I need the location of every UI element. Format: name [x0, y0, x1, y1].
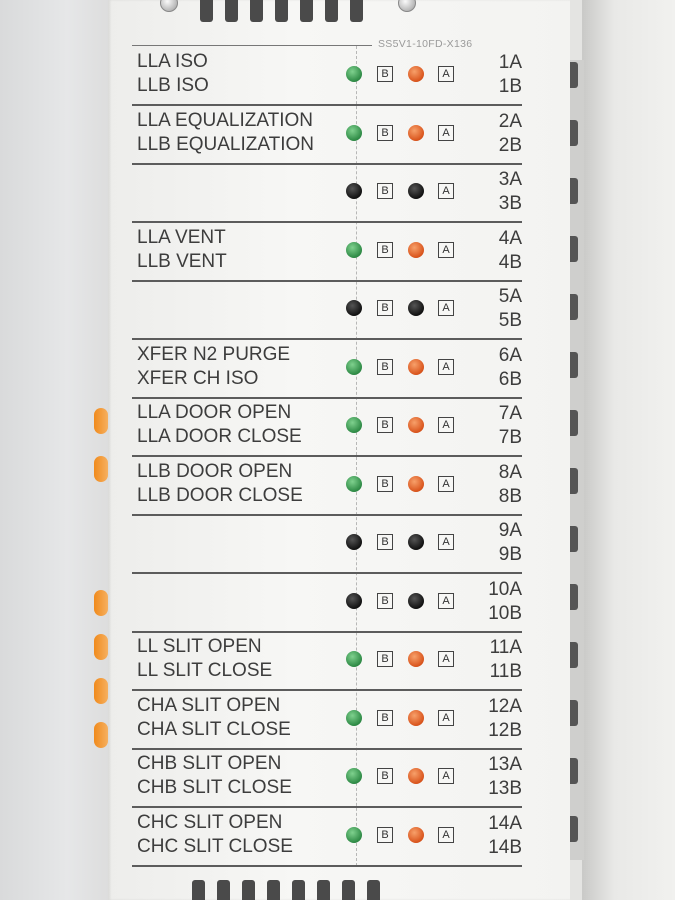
led-a-icon: [408, 300, 424, 316]
led-b-icon: [346, 593, 362, 609]
letter-b-box: B: [377, 651, 393, 667]
channel-row: [132, 280, 522, 340]
vent-slot: [250, 0, 263, 22]
led-a-icon: [408, 125, 424, 141]
letter-b-box: B: [377, 300, 393, 316]
vent-slot: [350, 0, 363, 22]
letter-a-box: A: [438, 534, 454, 550]
vent-slot: [242, 880, 255, 900]
led-a-icon: [408, 593, 424, 609]
label-line-2: LLA DOOR CLOSE: [137, 426, 302, 447]
background-left: [0, 0, 112, 900]
letter-a-box: A: [438, 476, 454, 492]
vent-slot: [200, 0, 213, 22]
channel-row: [132, 807, 522, 867]
orange-clip: [94, 456, 108, 482]
channel-row: [132, 222, 522, 282]
led-b-icon: [346, 534, 362, 550]
channel-number-b: 9B: [498, 544, 522, 565]
orange-clip: [94, 722, 108, 748]
letter-b-box: B: [377, 710, 393, 726]
led-b-icon: [346, 710, 362, 726]
channel-number-b: 8B: [498, 485, 522, 507]
led-a-icon: [408, 417, 424, 433]
led-b-icon: [346, 417, 362, 433]
letter-a-box: A: [438, 183, 454, 199]
channel-number-b: 11B: [489, 661, 522, 682]
channel-number-a: 13A: [488, 754, 522, 775]
label-line-1: CHB SLIT OPEN: [137, 753, 282, 774]
orange-clip: [94, 408, 108, 434]
letter-a-box: A: [438, 827, 454, 843]
label-line-1: XFER N2 PURGE: [137, 343, 291, 365]
letter-a-box: A: [438, 359, 454, 375]
letter-b-box: B: [377, 768, 393, 784]
led-b-icon: [346, 768, 362, 784]
channel-row: [132, 339, 522, 399]
channel-number-b: 3B: [498, 193, 522, 214]
led-b-icon: [346, 125, 362, 141]
label-line-2: LLB DOOR CLOSE: [137, 484, 303, 506]
channel-number-a: 4A: [498, 227, 522, 249]
led-b-icon: [346, 66, 362, 82]
led-b-icon: [346, 359, 362, 375]
orange-clip: [94, 678, 108, 704]
channel-number-a: 1A: [498, 52, 522, 73]
vent-slot: [225, 0, 238, 22]
letter-b-box: B: [377, 827, 393, 843]
vent-slot: [367, 880, 380, 900]
channel-number-b: 10B: [488, 602, 522, 624]
label-line-2: LLB VENT: [137, 250, 227, 272]
channel-number-a: 6A: [498, 344, 522, 366]
letter-a-box: A: [438, 66, 454, 82]
channel-number-b: 14B: [488, 836, 522, 858]
channel-number-a: 3A: [498, 169, 522, 190]
led-a-icon: [408, 768, 424, 784]
channel-number-a: 5A: [498, 286, 522, 307]
letter-b-box: B: [377, 593, 393, 609]
channel-row: [132, 514, 522, 574]
channel-row: [132, 397, 522, 457]
model-code: SS5V1-10FD-X136: [378, 38, 473, 50]
channel-number-a: 10A: [488, 578, 522, 600]
label-line-2: CHA SLIT CLOSE: [137, 718, 291, 740]
letter-a-box: A: [438, 768, 454, 784]
vent-slot: [325, 0, 338, 22]
letter-a-box: A: [438, 417, 454, 433]
letter-a-box: A: [438, 593, 454, 609]
channel-number-b: 12B: [488, 719, 522, 741]
label-line-2: CHB SLIT CLOSE: [137, 777, 292, 798]
background-right: [582, 0, 675, 900]
channel-number-a: 7A: [498, 403, 522, 424]
led-a-icon: [408, 183, 424, 199]
channel-number-b: 2B: [498, 134, 522, 156]
label-line-2: XFER CH ISO: [137, 367, 259, 389]
vent-slot: [192, 880, 205, 900]
channel-number-b: 4B: [498, 251, 522, 273]
led-b-icon: [346, 827, 362, 843]
letter-b-box: B: [377, 66, 393, 82]
letter-b-box: B: [377, 417, 393, 433]
label-line-2: CHC SLIT CLOSE: [137, 835, 293, 857]
letter-a-box: A: [438, 125, 454, 141]
label-line-1: LL SLIT OPEN: [137, 636, 262, 657]
label-line-2: LLB EQUALIZATION: [137, 133, 315, 155]
channel-number-a: 11A: [489, 637, 522, 658]
channel-row: [132, 631, 522, 691]
channel-number-a: 12A: [488, 695, 522, 717]
label-line-2: LL SLIT CLOSE: [137, 660, 273, 681]
label-line-1: LLA EQUALIZATION: [137, 109, 313, 131]
vent-slot: [342, 880, 355, 900]
led-a-icon: [408, 476, 424, 492]
led-b-icon: [346, 242, 362, 258]
channel-row: [132, 105, 522, 165]
channel-number-a: 14A: [488, 812, 522, 834]
label-line-2: LLB ISO: [137, 75, 209, 96]
channel-row: [132, 456, 522, 516]
led-a-icon: [408, 66, 424, 82]
led-a-icon: [408, 359, 424, 375]
channel-row: [132, 748, 522, 808]
letter-a-box: A: [438, 710, 454, 726]
label-line-1: CHA SLIT OPEN: [137, 694, 281, 716]
channel-number-b: 7B: [498, 427, 522, 448]
letter-b-box: B: [377, 359, 393, 375]
channel-number-b: 5B: [498, 310, 522, 331]
letter-a-box: A: [438, 242, 454, 258]
channel-number-a: 8A: [498, 461, 522, 483]
channel-number-a: 9A: [498, 520, 522, 541]
led-a-icon: [408, 710, 424, 726]
led-b-icon: [346, 183, 362, 199]
label-line-1: LLA ISO: [137, 51, 208, 72]
letter-a-box: A: [438, 300, 454, 316]
led-a-icon: [408, 242, 424, 258]
vent-slot: [217, 880, 230, 900]
letter-b-box: B: [377, 534, 393, 550]
vent-slot: [292, 880, 305, 900]
channel-row: [132, 163, 522, 223]
led-a-icon: [408, 827, 424, 843]
led-b-icon: [346, 476, 362, 492]
letter-b-box: B: [377, 183, 393, 199]
letter-a-box: A: [438, 651, 454, 667]
letter-b-box: B: [377, 125, 393, 141]
led-a-icon: [408, 534, 424, 550]
channel-row: [132, 690, 522, 750]
vent-slot: [275, 0, 288, 22]
channel-row: [132, 573, 522, 633]
channel-number-b: 13B: [488, 778, 522, 799]
channel-number-a: 2A: [498, 110, 522, 132]
label-line-1: LLA DOOR OPEN: [137, 402, 292, 423]
led-b-icon: [346, 651, 362, 667]
letter-b-box: B: [377, 476, 393, 492]
vent-slot: [267, 880, 280, 900]
letter-b-box: B: [377, 242, 393, 258]
label-line-1: LLB DOOR OPEN: [137, 460, 293, 482]
led-a-icon: [408, 651, 424, 667]
orange-clip: [94, 634, 108, 660]
label-line-1: LLA VENT: [137, 226, 226, 248]
orange-clip: [94, 590, 108, 616]
vent-slot: [317, 880, 330, 900]
channel-number-b: 6B: [498, 368, 522, 390]
channel-row: [132, 46, 522, 106]
label-line-1: CHC SLIT OPEN: [137, 811, 283, 833]
vent-slot: [300, 0, 313, 22]
channel-number-b: 1B: [498, 76, 522, 97]
led-b-icon: [346, 300, 362, 316]
